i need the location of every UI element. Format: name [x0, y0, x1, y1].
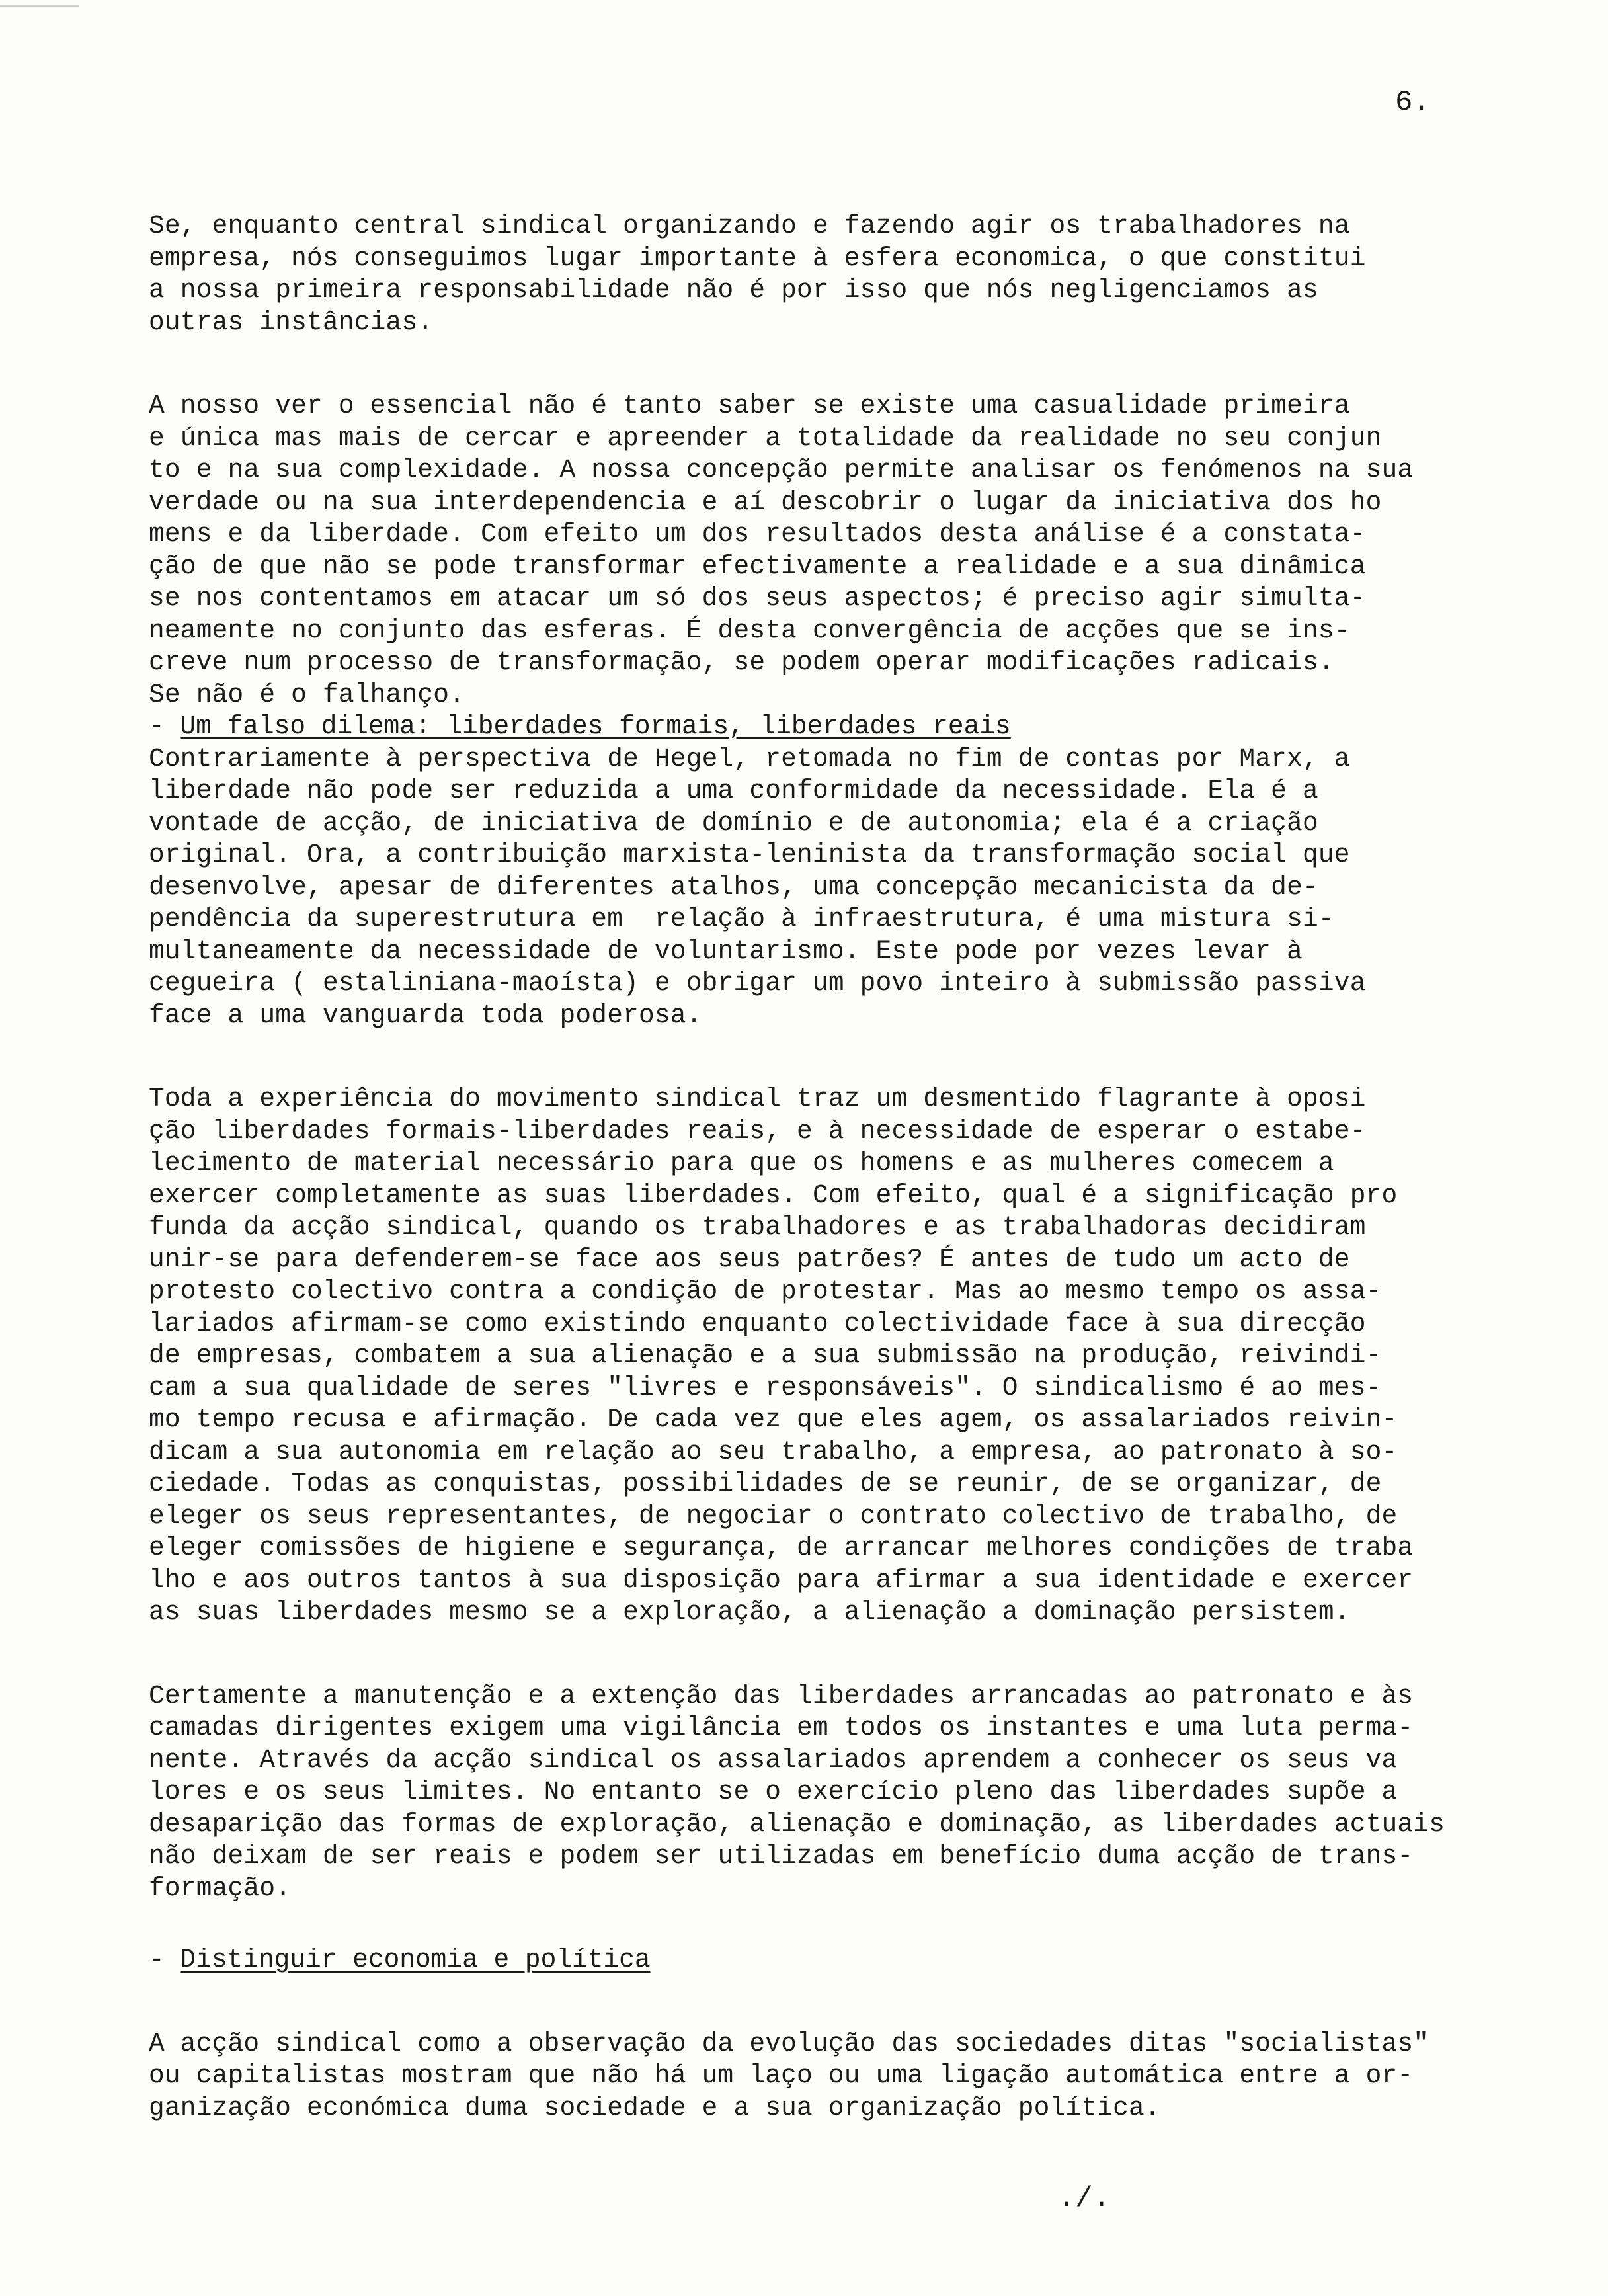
- heading-prefix: -: [149, 712, 181, 741]
- paragraph-line: Se não é o falhanço.: [149, 679, 465, 710]
- paragraph-line: nente. Através da acção sindical os assalariados aprendem a conhecer os seus va: [149, 1744, 1398, 1775]
- paragraph-line: Se, enquanto central sindical organizando e fazendo agir os trabalhadores na: [149, 211, 1350, 241]
- paragraph-4: [149, 1680, 1504, 1905]
- paragraph-line: pendência da superestrutura em relação à infraestrutura, é uma mistura si-: [149, 904, 1334, 934]
- document-body: [149, 210, 1504, 2124]
- paragraph-line: neamente no conjunto das esferas. É desta convergência de acções que se ins-: [149, 615, 1350, 645]
- paragraph-line: to e na sua complexidade. A nossa concepção permite analisar os fenómenos na sua: [149, 455, 1414, 485]
- paragraph-line: ou capitalistas mostram que não há um laço ou uma ligação automática entre a or-: [149, 2061, 1414, 2090]
- paragraph-line: desaparição das formas de exploração, alienação e dominação, as liberdades actuais: [149, 1809, 1445, 1839]
- paragraph-line: lariados afirmam-se como existindo enquanto colectividade face à sua direcção: [149, 1308, 1366, 1338]
- paragraph-5: [149, 2028, 1504, 2125]
- paragraph-line: Certamente a manutenção e a extenção das liberdades arrancadas ao patronato e às: [149, 1680, 1414, 1711]
- paragraph-line: formação.: [149, 1873, 292, 1903]
- paragraph-line: unir-se para defenderem-se face aos seus patrões? É antes de tudo um acto de: [149, 1244, 1350, 1274]
- paragraph-line: eleger comissões de higiene e segurança, de arrancar melhores condições de traba: [149, 1533, 1414, 1563]
- paragraph-line: a nossa primeira responsabilidade não é por isso que nós negligenciamos as: [149, 275, 1318, 305]
- paragraph-line: A acção sindical como a observação da evolução das sociedades ditas "socialistas": [149, 2028, 1429, 2059]
- paragraph-line: Toda a experiência do movimento sindical traz um desmentido flagrante à oposi: [149, 1084, 1366, 1114]
- page-number: 6.: [1395, 86, 1430, 119]
- section-distinguir: [149, 1944, 1504, 1977]
- heading-title: Um falso dilema: liberdades formais, liberdades reais: [180, 712, 1011, 741]
- section-heading: [149, 711, 1504, 743]
- continuation-mark: ./.: [1058, 2182, 1111, 2215]
- paragraph-line: ção liberdades formais-liberdades reais, e à necessidade de esperar o estabe-: [149, 1116, 1366, 1146]
- paragraph-line: de empresas, combatem a sua alienação e a sua submissão na produção, reivindi-: [149, 1340, 1382, 1370]
- paragraph-line: vontade de acção, de iniciativa de domínio e de autonomia; ela é a criação: [149, 807, 1318, 838]
- heading-prefix: -: [149, 1945, 181, 1975]
- paragraph-line: lho e aos outros tantos à sua disposição para afirmar a sua identidade e exercer: [149, 1565, 1414, 1595]
- heading-title: Distinguir economia e política: [180, 1945, 651, 1975]
- paragraph-line: lecimento de material necessário para que os homens e as mulheres comecem a: [149, 1148, 1334, 1178]
- paragraph-line: mo tempo recusa e afirmação. De cada vez que eles agem, os assalariados reivin-: [149, 1405, 1398, 1434]
- paragraph-line: liberdade não pode ser reduzida a uma conformidade da necessidade. Ela é a: [149, 776, 1318, 805]
- paragraph-1: [149, 210, 1504, 339]
- paragraph-line: face a uma vanguarda toda poderosa.: [149, 1000, 702, 1030]
- paragraph-line: cam a sua qualidade de seres "livres e responsáveis". O sindicalismo é ao mes-: [149, 1372, 1382, 1403]
- paragraph-line: ciedade. Todas as conquistas, possibilidades de se reunir, de se organizar, de: [149, 1469, 1382, 1498]
- paragraph-3: [149, 1083, 1504, 1629]
- scan-edge-mark: [0, 5, 79, 7]
- paragraph-line: creve num processo de transformação, se podem operar modificações radicais.: [149, 647, 1334, 677]
- paragraph-line: ganização económica duma sociedade e a sua organização política.: [149, 2092, 1160, 2123]
- paragraph-line: não deixam de ser reais e podem ser utilizadas em benefício duma acção de trans-: [149, 1841, 1414, 1871]
- paragraph-2: [149, 390, 1504, 711]
- paragraph-line: protesto colectivo contra a condição de protestar. Mas ao mesmo tempo os assa-: [149, 1276, 1382, 1306]
- paragraph-line: Contrariamente à perspectiva de Hegel, retomada no fim de contas por Marx, a: [149, 743, 1350, 774]
- paragraph-line: dicam a sua autonomia em relação ao seu trabalho, a empresa, ao patronato à so-: [149, 1436, 1398, 1467]
- paragraph-line: lores e os seus limites. No entanto se o exercício pleno das liberdades supõe a: [149, 1777, 1398, 1807]
- paragraph-line: as suas liberdades mesmo se a exploração, a alienação a dominação persistem.: [149, 1597, 1350, 1627]
- paragraph-line: se nos contentamos em atacar um só dos seus aspectos; é preciso agir simulta-: [149, 583, 1366, 613]
- paragraph-line: multaneamente da necessidade de voluntarismo. Este pode por vezes levar à: [149, 936, 1303, 966]
- paragraph-line: verdade ou na sua interdependencia e aí descobrir o lugar da iniciativa dos ho: [149, 487, 1382, 517]
- paragraph-line: empresa, nós conseguimos lugar importante à esfera economica, o que constitui: [149, 243, 1366, 273]
- paragraph-line: outras instâncias.: [149, 307, 434, 337]
- section-falso-dilema: [149, 711, 1504, 1032]
- paragraph-line: original. Ora, a contribuição marxista-leninista da transformação social que: [149, 840, 1350, 870]
- section-heading: [149, 1944, 1504, 1977]
- paragraph-line: ção de que não se pode transformar efectivamente a realidade e a sua dinâmica: [149, 551, 1366, 581]
- paragraph-line: e única mas mais de cercar e apreender a totalidade da realidade no seu conjun: [149, 423, 1382, 453]
- paragraph-line: cegueira ( estaliniana-maoísta) e obrigar um povo inteiro à submissão passiva: [149, 968, 1366, 998]
- paragraph-line: camadas dirigentes exigem uma vigilância em todos os instantes e uma luta perma-: [149, 1713, 1414, 1742]
- paragraph-line: A nosso ver o essencial não é tanto saber se existe uma casualidade primeira: [149, 391, 1350, 421]
- paragraph-line: desenvolve, apesar de diferentes atalhos, uma concepção mecanicista da de-: [149, 872, 1318, 902]
- paragraph-line: exercer completamente as suas liberdades. Com efeito, qual é a significação pro: [149, 1180, 1398, 1210]
- paragraph-line: eleger os seus representantes, de negociar o contrato colectivo de trabalho, de: [149, 1500, 1398, 1531]
- paragraph-line: funda da acção sindical, quando os trabalhadores e as trabalhadoras decidiram: [149, 1212, 1366, 1242]
- paragraph-line: mens e da liberdade. Com efeito um dos resultados desta análise é a constata-: [149, 519, 1366, 549]
